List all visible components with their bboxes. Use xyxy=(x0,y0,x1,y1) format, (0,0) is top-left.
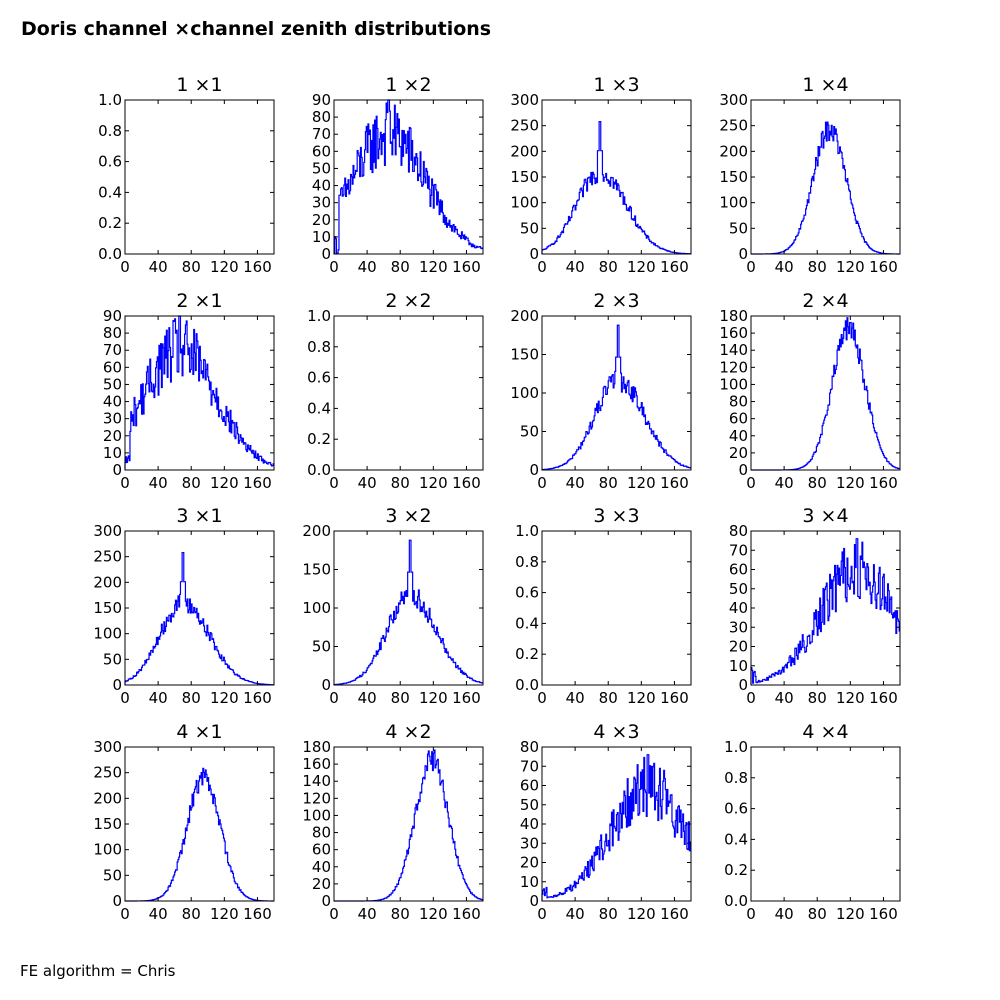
y-tick-label: 200 xyxy=(302,522,331,540)
x-tick-label: 40 xyxy=(774,689,794,707)
y-tick-label: 150 xyxy=(93,599,122,617)
subplot-title: 4 ×3 xyxy=(593,721,640,743)
y-tick-label: 0.0 xyxy=(515,676,539,694)
x-tick-label: 0 xyxy=(537,689,547,707)
y-tick-label: 50 xyxy=(519,795,539,814)
x-tick-label: 0 xyxy=(120,474,130,492)
x-tick-label: 0 xyxy=(329,689,339,707)
y-tick-label: 0 xyxy=(738,245,748,263)
x-tick-label: 160 xyxy=(660,474,689,492)
subplot-title: 2 ×3 xyxy=(593,290,640,312)
y-tick-label: 0.4 xyxy=(724,830,748,849)
subplot-4-4 xyxy=(724,721,900,923)
histogram-line xyxy=(334,100,483,254)
y-tick-label: 0.4 xyxy=(307,399,331,418)
y-tick-label: 50 xyxy=(519,219,539,238)
y-tick-label: 50 xyxy=(102,866,122,885)
y-tick-label: 70 xyxy=(728,541,748,560)
y-tick-label: 1.0 xyxy=(98,91,122,109)
y-tick-label: 40 xyxy=(519,815,539,833)
x-tick-label: 160 xyxy=(869,689,898,707)
x-tick-label: 40 xyxy=(148,905,168,923)
subplot-1-4 xyxy=(719,74,900,276)
x-tick-label: 40 xyxy=(565,474,585,492)
y-tick-label: 200 xyxy=(719,142,748,161)
subplot-title: 3 ×4 xyxy=(802,505,849,527)
histogram-line xyxy=(125,768,274,901)
x-tick-label: 120 xyxy=(627,905,656,923)
y-tick-label: 60 xyxy=(728,560,748,579)
histogram-line xyxy=(334,540,483,685)
subplot-3-2 xyxy=(302,505,483,707)
y-tick-label: 200 xyxy=(510,142,539,161)
y-tick-label: 100 xyxy=(93,840,122,859)
subplot-title: 2 ×4 xyxy=(802,290,849,312)
x-tick-label: 40 xyxy=(774,474,794,492)
subplot-title: 2 ×2 xyxy=(385,290,432,312)
y-tick-label: 180 xyxy=(302,738,331,756)
histogram-line xyxy=(542,122,691,254)
y-tick-label: 150 xyxy=(302,560,331,579)
y-tick-label: 100 xyxy=(302,599,331,617)
y-tick-label: 150 xyxy=(510,345,539,364)
x-tick-label: 80 xyxy=(598,474,618,492)
x-tick-label: 40 xyxy=(565,689,585,707)
subplot-3-1 xyxy=(93,505,274,707)
histogram-line xyxy=(751,539,900,685)
x-tick-label: 0 xyxy=(120,905,130,923)
x-tick-label: 0 xyxy=(329,258,339,276)
y-tick-label: 80 xyxy=(519,738,539,756)
y-tick-label: 100 xyxy=(510,384,539,402)
y-tick-label: 10 xyxy=(311,227,331,246)
x-tick-label: 120 xyxy=(419,905,448,923)
x-tick-label: 80 xyxy=(181,689,201,707)
subplot-4-1 xyxy=(93,721,274,923)
plot-frame xyxy=(125,747,274,901)
x-tick-label: 120 xyxy=(836,689,865,707)
y-tick-label: 0 xyxy=(738,461,748,479)
x-tick-label: 80 xyxy=(390,474,410,492)
y-tick-label: 10 xyxy=(102,443,122,462)
x-tick-label: 80 xyxy=(807,689,827,707)
x-tick-label: 120 xyxy=(836,258,865,276)
x-tick-label: 160 xyxy=(243,905,272,923)
y-tick-label: 300 xyxy=(510,91,539,109)
x-tick-label: 80 xyxy=(807,905,827,923)
subplot-3-3 xyxy=(515,505,691,707)
subplot-1-3 xyxy=(510,74,691,276)
y-tick-label: 0.2 xyxy=(307,430,331,449)
x-tick-label: 40 xyxy=(148,689,168,707)
x-tick-label: 40 xyxy=(774,905,794,923)
y-tick-label: 140 xyxy=(302,772,331,791)
y-tick-label: 0.8 xyxy=(98,121,122,140)
y-tick-label: 0.8 xyxy=(515,552,539,571)
y-tick-label: 30 xyxy=(311,193,331,212)
histogram-line xyxy=(542,755,691,901)
x-tick-label: 120 xyxy=(210,905,239,923)
x-tick-label: 160 xyxy=(660,689,689,707)
x-tick-label: 80 xyxy=(598,905,618,923)
y-tick-label: 150 xyxy=(93,815,122,833)
subplot-title: 1 ×4 xyxy=(802,74,849,96)
y-tick-label: 40 xyxy=(728,599,748,617)
y-tick-label: 0 xyxy=(529,245,539,263)
y-tick-label: 1.0 xyxy=(724,738,748,756)
subplot-title: 2 ×1 xyxy=(176,290,223,312)
y-tick-label: 100 xyxy=(93,624,122,643)
y-tick-label: 60 xyxy=(728,409,748,428)
x-tick-label: 80 xyxy=(181,905,201,923)
subplot-2-2 xyxy=(307,290,483,492)
histogram-line xyxy=(751,122,900,254)
plot-frame xyxy=(751,531,900,685)
y-tick-label: 0 xyxy=(529,892,539,910)
subplot-title: 3 ×1 xyxy=(176,505,223,527)
y-tick-label: 0.6 xyxy=(724,799,748,818)
plot-frame xyxy=(125,316,274,470)
y-tick-label: 60 xyxy=(102,358,122,377)
plot-frame xyxy=(542,531,691,685)
y-tick-label: 0.6 xyxy=(98,152,122,171)
y-tick-label: 50 xyxy=(728,579,748,598)
x-tick-label: 120 xyxy=(419,258,448,276)
x-tick-label: 120 xyxy=(627,689,656,707)
y-tick-label: 1.0 xyxy=(307,307,331,325)
y-tick-label: 40 xyxy=(728,426,748,445)
x-tick-label: 80 xyxy=(598,689,618,707)
x-tick-label: 160 xyxy=(660,905,689,923)
y-tick-label: 150 xyxy=(510,168,539,186)
y-tick-label: 0.4 xyxy=(98,183,122,202)
y-tick-label: 0.4 xyxy=(515,614,539,633)
y-tick-label: 70 xyxy=(102,341,122,360)
y-tick-label: 20 xyxy=(311,874,331,893)
y-tick-label: 20 xyxy=(728,443,748,462)
x-tick-label: 40 xyxy=(565,258,585,276)
y-tick-label: 80 xyxy=(311,823,331,842)
y-tick-label: 0 xyxy=(738,676,748,694)
y-tick-label: 10 xyxy=(519,872,539,891)
y-tick-label: 180 xyxy=(719,307,748,325)
x-tick-label: 80 xyxy=(807,474,827,492)
y-tick-label: 0.6 xyxy=(515,583,539,602)
y-tick-label: 90 xyxy=(311,91,331,109)
x-tick-label: 0 xyxy=(537,905,547,923)
histogram-line xyxy=(542,325,691,470)
y-tick-label: 0.8 xyxy=(307,337,331,356)
y-tick-label: 160 xyxy=(302,755,331,774)
x-tick-label: 160 xyxy=(869,905,898,923)
y-tick-label: 0 xyxy=(112,461,122,479)
y-tick-label: 50 xyxy=(519,422,539,441)
subplot-3-4 xyxy=(729,505,900,707)
subplot-2-3 xyxy=(510,290,691,492)
y-tick-label: 300 xyxy=(93,522,122,540)
x-tick-label: 40 xyxy=(357,689,377,707)
y-tick-label: 60 xyxy=(311,840,331,859)
y-tick-label: 30 xyxy=(519,834,539,853)
x-tick-label: 0 xyxy=(537,258,547,276)
x-tick-label: 160 xyxy=(243,258,272,276)
x-tick-label: 0 xyxy=(746,689,756,707)
y-tick-label: 80 xyxy=(102,324,122,343)
x-tick-label: 40 xyxy=(148,258,168,276)
histogram-line xyxy=(125,316,274,470)
subplot-title: 1 ×1 xyxy=(176,74,223,96)
y-tick-label: 300 xyxy=(93,738,122,756)
subplot-1-2 xyxy=(312,74,483,276)
x-tick-label: 160 xyxy=(452,474,481,492)
x-tick-label: 120 xyxy=(419,474,448,492)
subplot-title: 1 ×3 xyxy=(593,74,640,96)
y-tick-label: 100 xyxy=(719,375,748,394)
y-tick-label: 150 xyxy=(719,168,748,186)
plot-frame xyxy=(751,747,900,901)
y-tick-label: 0.6 xyxy=(307,368,331,387)
y-tick-label: 300 xyxy=(719,91,748,109)
plot-frame xyxy=(542,316,691,470)
x-tick-label: 80 xyxy=(807,258,827,276)
y-tick-label: 0.0 xyxy=(98,245,122,263)
x-tick-label: 160 xyxy=(243,474,272,492)
y-tick-label: 200 xyxy=(93,789,122,808)
x-tick-label: 120 xyxy=(210,474,239,492)
x-tick-label: 40 xyxy=(565,905,585,923)
subplot-2-4 xyxy=(719,290,900,492)
histogram-line xyxy=(751,318,900,470)
y-tick-label: 0 xyxy=(321,892,331,910)
subplot-title: 3 ×2 xyxy=(385,505,432,527)
x-tick-label: 0 xyxy=(120,258,130,276)
y-tick-label: 80 xyxy=(311,108,331,127)
y-tick-label: 0 xyxy=(321,245,331,263)
x-tick-label: 160 xyxy=(869,474,898,492)
subplot-title: 4 ×2 xyxy=(385,721,432,743)
y-tick-label: 100 xyxy=(302,806,331,825)
histogram-line xyxy=(334,750,483,901)
x-tick-label: 40 xyxy=(357,474,377,492)
y-tick-label: 250 xyxy=(93,763,122,782)
x-tick-label: 80 xyxy=(598,258,618,276)
x-tick-label: 160 xyxy=(452,258,481,276)
x-tick-label: 80 xyxy=(390,689,410,707)
x-tick-label: 0 xyxy=(746,905,756,923)
y-tick-label: 90 xyxy=(102,307,122,325)
y-tick-label: 50 xyxy=(102,375,122,394)
y-tick-label: 100 xyxy=(510,193,539,212)
x-tick-label: 160 xyxy=(869,258,898,276)
x-tick-label: 160 xyxy=(452,905,481,923)
y-tick-label: 0 xyxy=(112,892,122,910)
figure-title: Doris channel ×channel zenith distributions xyxy=(21,18,492,40)
y-tick-label: 0.0 xyxy=(724,892,748,910)
x-tick-label: 120 xyxy=(836,474,865,492)
x-tick-label: 40 xyxy=(357,905,377,923)
y-tick-label: 80 xyxy=(728,522,748,540)
x-tick-label: 80 xyxy=(390,905,410,923)
y-tick-label: 70 xyxy=(519,757,539,776)
plot-frame xyxy=(125,100,274,254)
y-tick-label: 10 xyxy=(728,656,748,675)
x-tick-label: 40 xyxy=(357,258,377,276)
y-tick-label: 50 xyxy=(311,159,331,178)
y-tick-label: 80 xyxy=(728,392,748,411)
y-tick-label: 40 xyxy=(311,176,331,195)
y-tick-label: 60 xyxy=(519,776,539,795)
y-tick-label: 0.0 xyxy=(307,461,331,479)
plot-frame xyxy=(334,100,483,254)
y-tick-label: 20 xyxy=(728,637,748,656)
x-tick-label: 0 xyxy=(746,258,756,276)
x-tick-label: 120 xyxy=(419,689,448,707)
y-tick-label: 0.2 xyxy=(98,214,122,233)
plot-frame xyxy=(334,747,483,901)
y-tick-label: 50 xyxy=(311,637,331,656)
plot-frame xyxy=(334,531,483,685)
plot-frame xyxy=(751,316,900,470)
y-tick-label: 250 xyxy=(510,116,539,135)
figure-footnote: FE algorithm = Chris xyxy=(20,962,176,980)
y-tick-label: 40 xyxy=(311,857,331,876)
subplot-4-2 xyxy=(302,721,483,923)
x-tick-label: 120 xyxy=(210,689,239,707)
x-tick-label: 120 xyxy=(627,258,656,276)
x-tick-label: 0 xyxy=(746,474,756,492)
y-tick-label: 200 xyxy=(93,573,122,592)
y-tick-label: 120 xyxy=(719,358,748,377)
y-tick-label: 0.8 xyxy=(724,768,748,787)
y-tick-label: 0.2 xyxy=(515,645,539,664)
y-tick-label: 120 xyxy=(302,789,331,808)
subplot-title: 1 ×2 xyxy=(385,74,432,96)
x-tick-label: 0 xyxy=(120,689,130,707)
y-tick-label: 30 xyxy=(102,409,122,428)
plot-frame xyxy=(542,100,691,254)
y-tick-label: 0 xyxy=(112,676,122,694)
x-tick-label: 160 xyxy=(660,258,689,276)
x-tick-label: 80 xyxy=(181,258,201,276)
y-tick-label: 250 xyxy=(93,547,122,566)
y-tick-label: 200 xyxy=(510,307,539,325)
y-tick-label: 50 xyxy=(728,219,748,238)
x-tick-label: 120 xyxy=(836,905,865,923)
plot-frame xyxy=(125,531,274,685)
subplot-title: 4 ×1 xyxy=(176,721,223,743)
x-tick-label: 120 xyxy=(210,258,239,276)
y-tick-label: 0 xyxy=(321,676,331,694)
subplot-title: 3 ×3 xyxy=(593,505,640,527)
y-tick-label: 0.2 xyxy=(724,861,748,880)
y-tick-label: 30 xyxy=(728,618,748,637)
x-tick-label: 120 xyxy=(627,474,656,492)
subplot-1-1 xyxy=(98,74,274,276)
y-tick-label: 100 xyxy=(719,193,748,212)
x-tick-label: 40 xyxy=(774,258,794,276)
y-tick-label: 160 xyxy=(719,324,748,343)
y-tick-label: 250 xyxy=(719,116,748,135)
plot-frame xyxy=(334,316,483,470)
y-tick-label: 50 xyxy=(102,650,122,669)
histogram-line xyxy=(125,553,274,685)
y-tick-label: 20 xyxy=(311,210,331,229)
x-tick-label: 0 xyxy=(329,905,339,923)
y-tick-label: 60 xyxy=(311,142,331,161)
y-tick-label: 0 xyxy=(529,461,539,479)
subplot-2-1 xyxy=(103,290,274,492)
x-tick-label: 160 xyxy=(452,689,481,707)
x-tick-label: 80 xyxy=(181,474,201,492)
x-tick-label: 0 xyxy=(537,474,547,492)
x-tick-label: 80 xyxy=(390,258,410,276)
y-tick-label: 40 xyxy=(102,392,122,411)
x-tick-label: 0 xyxy=(329,474,339,492)
y-tick-label: 20 xyxy=(519,853,539,872)
x-tick-label: 40 xyxy=(148,474,168,492)
subplot-4-3 xyxy=(520,721,691,923)
y-tick-label: 70 xyxy=(311,125,331,144)
x-tick-label: 160 xyxy=(243,689,272,707)
y-tick-label: 1.0 xyxy=(515,522,539,540)
subplot-title: 4 ×4 xyxy=(802,721,849,743)
y-tick-label: 140 xyxy=(719,341,748,360)
y-tick-label: 20 xyxy=(102,426,122,445)
